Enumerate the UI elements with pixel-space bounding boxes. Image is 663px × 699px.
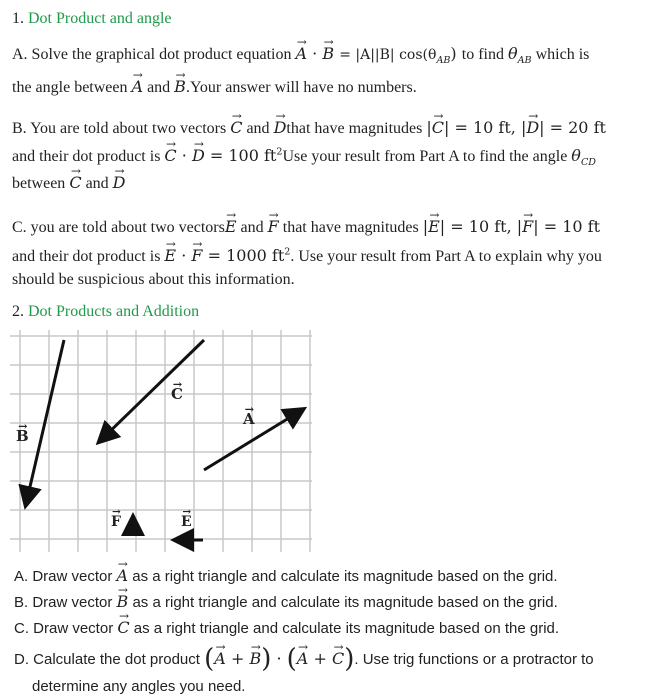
q1c-line3: should be suspicious about this information. bbox=[12, 271, 295, 288]
q1b-line3: between → C and → D bbox=[12, 173, 126, 193]
grid-lines bbox=[10, 330, 312, 552]
vec-b: → B bbox=[322, 44, 334, 63]
q1a-line1: A. Solve the graphical dot product equation → A · → B = |A||B| $\cos(\theta_{AB})$ to find $\theta_{AB}$ which is bbox=[12, 44, 589, 66]
q1-number: 1. bbox=[12, 10, 24, 27]
vector-c-arrow bbox=[100, 340, 204, 441]
q2-part-c: C. Draw vector → C as a right triangle and calculate its magnitude based on the grid. bbox=[14, 618, 559, 637]
vector-grid-figure bbox=[10, 330, 312, 552]
q1-title: Dot Product and angle bbox=[28, 10, 172, 27]
q2-part-d: D. Calculate the dot product (→ A + → B) · (→ A + → C). Use trig functions or a protractor to bbox=[14, 644, 594, 674]
q1c-line1: C. you are told about two vectors→ E and → F that have magnitudes |→ E| = 10 ft, |→ F| = 10 ft bbox=[12, 217, 600, 237]
label-f: → F bbox=[111, 514, 121, 531]
q1b-line2: and their dot product is → C · → D = 100 $ft^2Use$ your result from Part A to find the angle $\theta_{CD}$ bbox=[12, 146, 596, 168]
q2-title: Dot Products and Addition bbox=[28, 303, 200, 320]
q2-part-b: B. Draw vector → B as a right triangle and calculate its magnitude based on the grid. bbox=[14, 592, 558, 611]
q1b-line1: B. You are told about two vectors → C and → Dthat have magnitudes |→ C| = 10 ft, |→ D| = 20 ft bbox=[12, 118, 606, 138]
q1c-line2: and their dot product is → E · → F = 1000 $ft^2$. Use your result from Part A to explain why you bbox=[12, 246, 602, 266]
q1a-line2: the angle between → A and → B.Your answer will have no numbers. bbox=[12, 77, 417, 97]
theta-ab: θ bbox=[507, 44, 518, 63]
q2-part-a: A. Draw vector → A as a right triangle and calculate its magnitude based on the grid. bbox=[14, 566, 558, 585]
label-b: → B bbox=[16, 427, 29, 446]
q2-part-d-line2: determine any angles you need. bbox=[32, 678, 246, 695]
q1a-lead: A. Solve the graphical dot product equation bbox=[12, 46, 292, 63]
label-a: → A bbox=[243, 410, 255, 429]
q2-heading: 2. Dot Products and Addition bbox=[12, 303, 200, 320]
label-e: → E bbox=[181, 514, 192, 531]
q1-heading bbox=[12, 10, 172, 28]
q1a-equation: → A · → B = |A||B| $\cos(\theta_{AB})$ bbox=[295, 44, 461, 63]
label-c: → C bbox=[171, 385, 183, 404]
vec-a: → A bbox=[295, 44, 307, 63]
q1a-to-find: to find bbox=[461, 46, 504, 63]
